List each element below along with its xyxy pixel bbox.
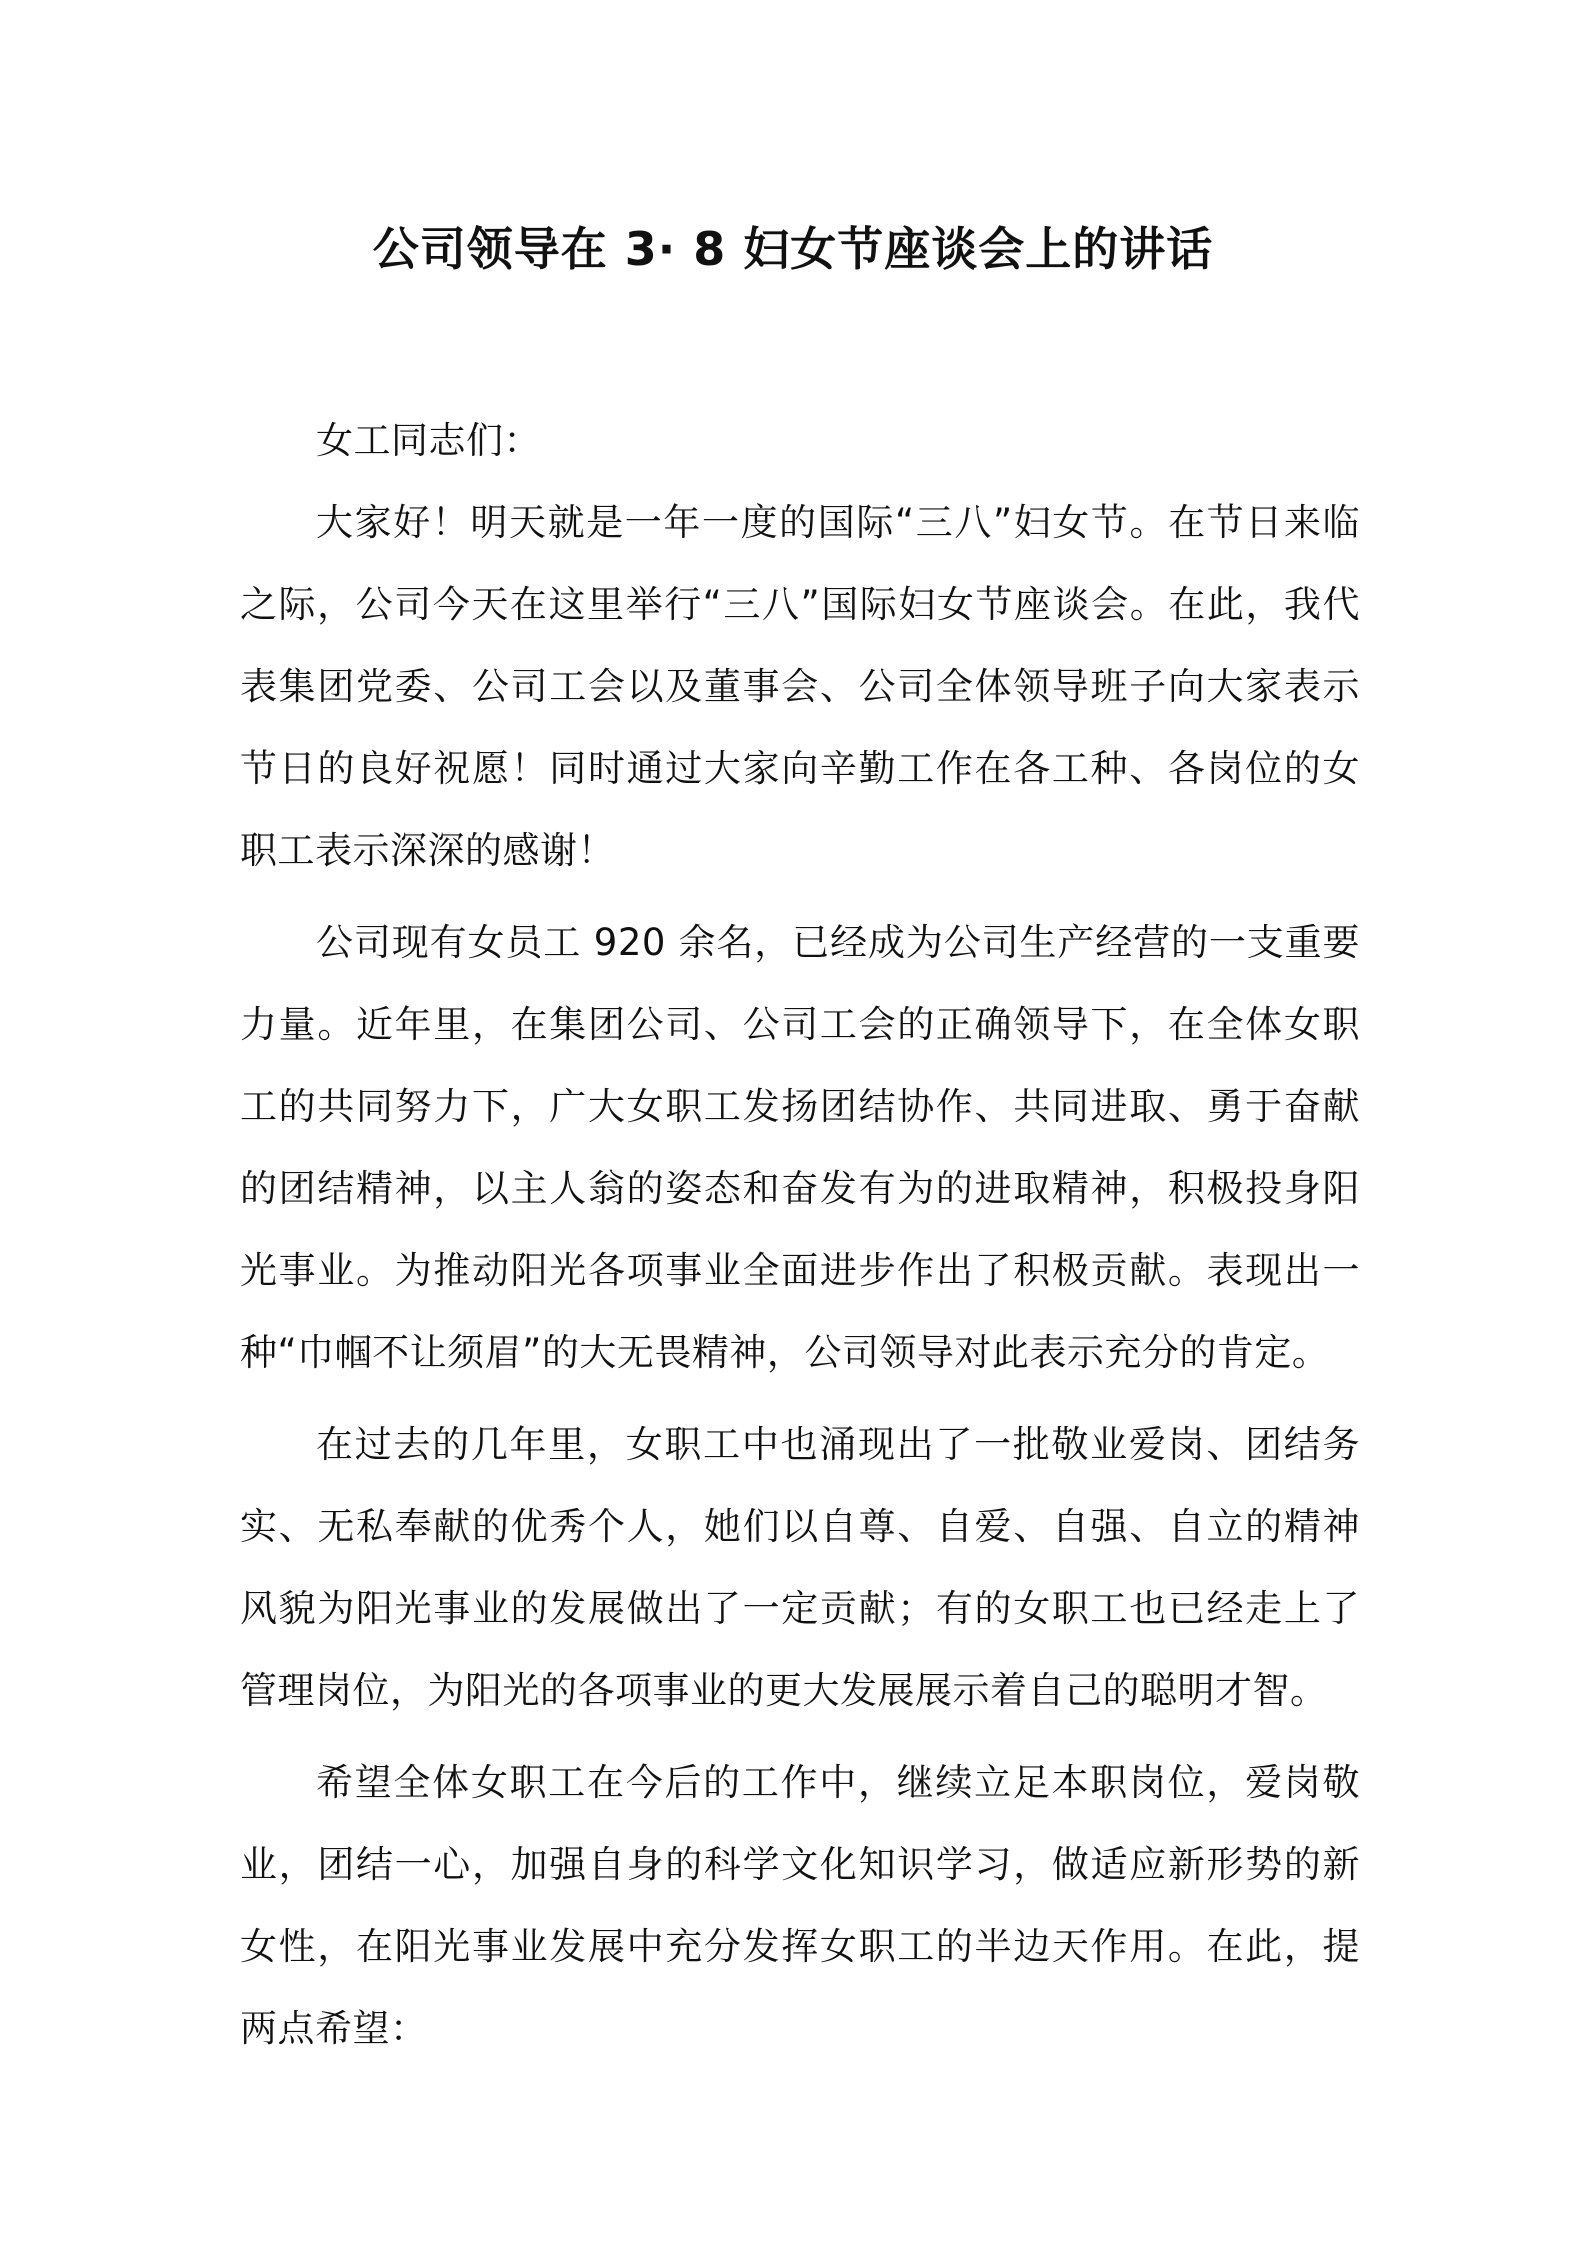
paragraph-staff-overview: 公司现有女员工 920 余名，已经成为公司生产经营的一支重要力量。近年里，在集团公司、公司工会的正确领导下，在全体女职工的共同努力下，广大女职工发扬团结协作、共同进取、勇于奋献的团结精神，以主人翁的姿态和奋发有为的进取精神，积极投身阳光事业。为推动阳光各项事业全面进步作出了积极贡献。表现出一种“巾帼不让须眉”的大无畏精神，公司领导对此表示充分的肯定。 xyxy=(240,921,1360,1374)
document-body xyxy=(240,400,1360,2080)
paragraph-achievements: 在过去的几年里，女职工中也涌现出了一批敬业爱岗、团结务实、无私奉献的优秀个人，她们以自尊、自爱、自强、自立的精神风貌为阳光事业的发展做出了一定贡献；有的女职工也已经走上了管理岗位，为阳光的各项事业的更大发展展示着自己的聪明才智。 xyxy=(240,1423,1360,1712)
paragraph-greeting: 大家好！明天就是一年一度的国际“三八”妇女节。在节日来临之际，公司今天在这里举行“三八”国际妇女节座谈会。在此，我代表集团党委、公司工会以及董事会、公司全体领导班子向大家表示节日的良好祝愿！同时通过大家向辛勤工作在各工种、各岗位的女职工表示深深的感谢！ xyxy=(240,501,1360,872)
salutation: 女工同志们： xyxy=(316,419,541,462)
document-title: 公司领导在 3· 8 妇女节座谈会上的讲话 xyxy=(372,222,1214,276)
paragraph-hopes: 希望全体女职工在今后的工作中，继续立足本职岗位，爱岗敬业，团结一心，加强自身的科学文化知识学习，做适应新形势的新女性，在阳光事业发展中充分发挥女职工的半边天作用。在此，提两点希望： xyxy=(240,1761,1360,2050)
